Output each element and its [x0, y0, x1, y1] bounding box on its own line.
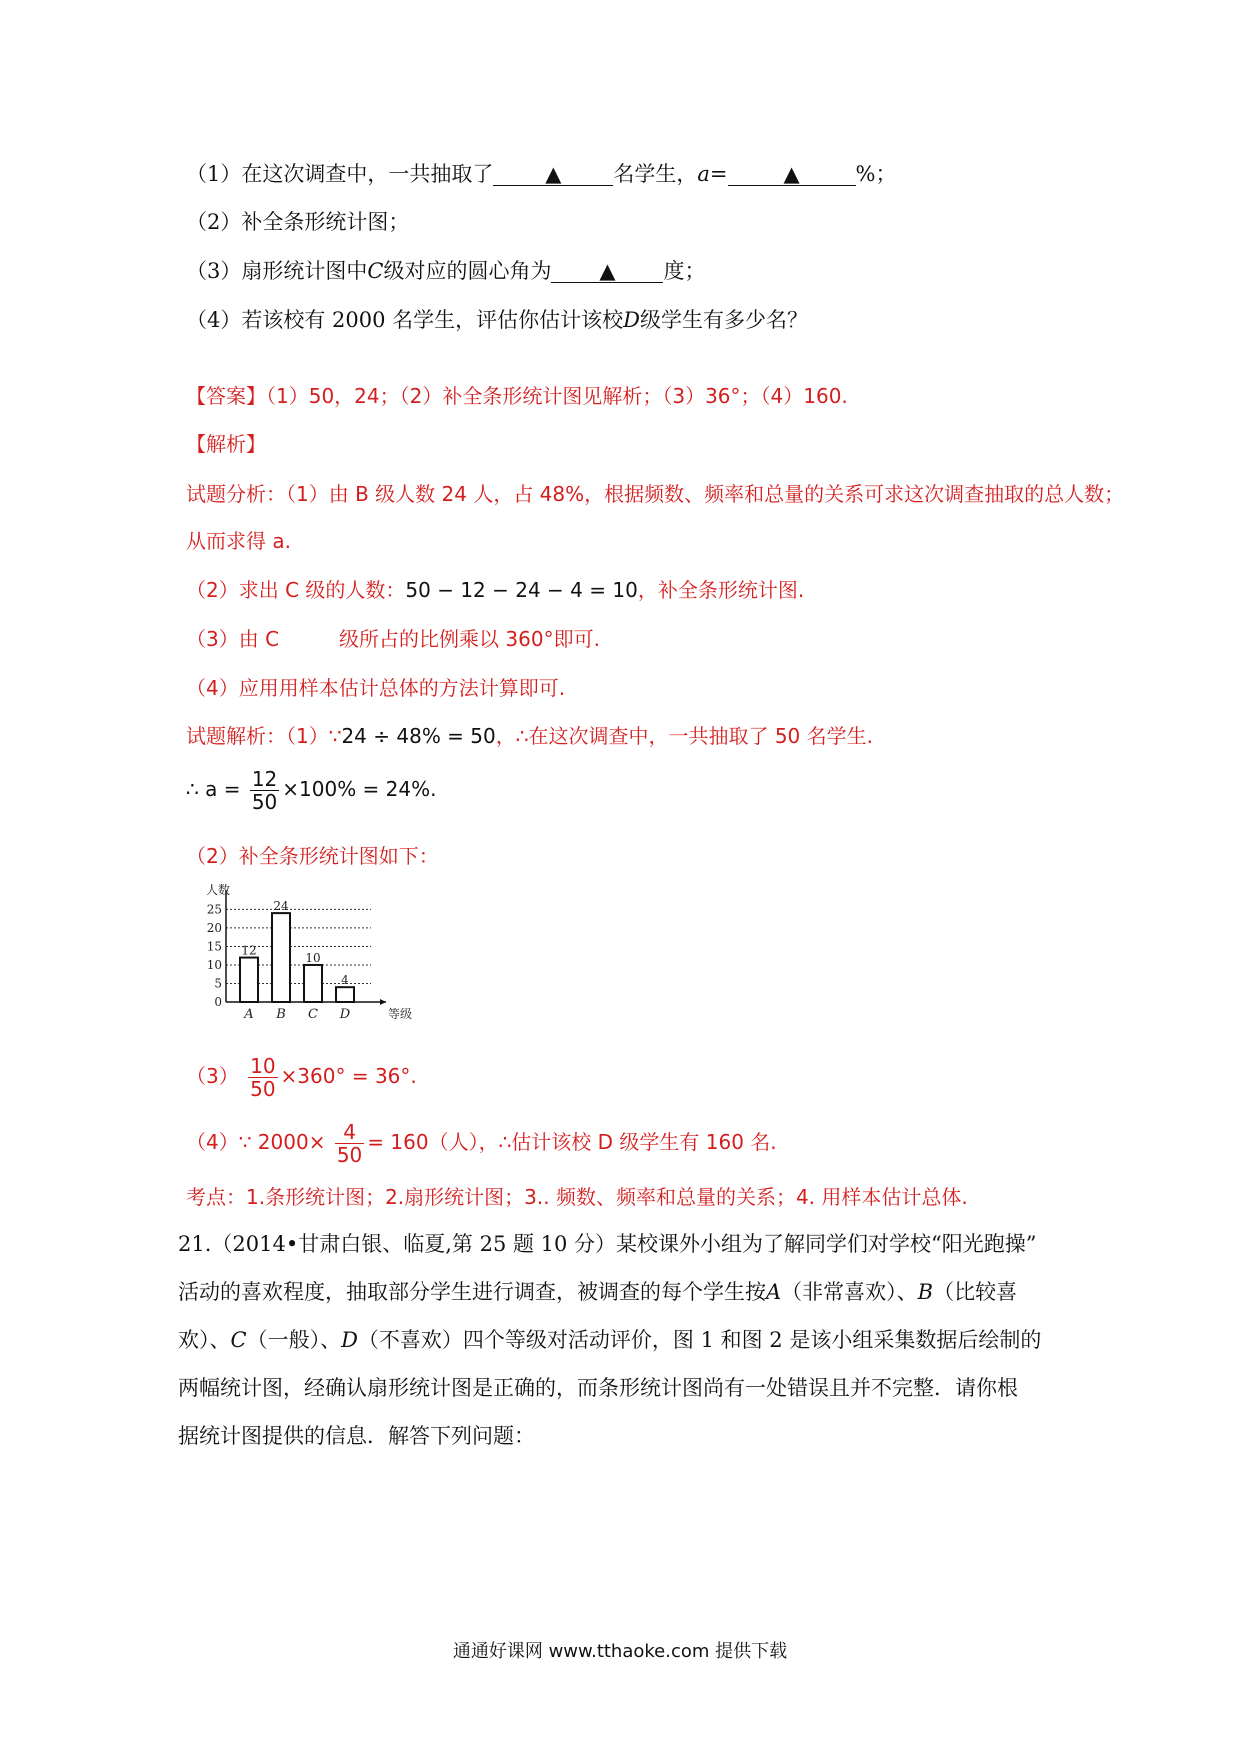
solution-line-3: （2）补全条形统计图如下：	[186, 844, 439, 868]
solution-line-2: ∴ a = $\frac{12}{50}$ ×100% = 24%.	[186, 767, 437, 814]
analysis-line-1: 试题分析：（1）由 B 级人数 24 人，占 48%，根据频数、频率和总量的关系可求这次调查抽取的总人数；	[186, 482, 1125, 506]
y-tick-label-5: 5	[214, 976, 222, 991]
problem-21-line-3: 欢）、C（一般）、D（不喜欢）四个等级对活动评价，图 1 和图 2 是该小组采集数据后绘制的	[178, 1328, 1042, 1352]
answer: 【答案】（1）50，24；（2）补全条形统计图见解析；（3）36°；（4）160.	[186, 384, 848, 408]
analysis-label: 【解析】	[186, 432, 266, 456]
y-tick-label-20: 20	[206, 920, 222, 935]
y-tick-label-0: 0	[214, 995, 222, 1009]
problem-21-line-1: 21.（2014•甘肃白银、临夏,第 25 题 10 分）某校课外小组为了解同学们对学校“阳光跑操”	[178, 1232, 1037, 1256]
question-4: （4）若该校有 2000 名学生，评估你估计该校D级学生有多少名？	[186, 308, 808, 332]
fraction-12-50: $\frac{12}{50}$	[251, 767, 278, 814]
x-tick-label-D: D	[339, 1007, 351, 1022]
analysis-line-5: （4）应用用样本估计总体的方法计算即可.	[186, 676, 566, 700]
solution-line-4: （3） $\frac{10}{50}$ ×360° = 36°.	[186, 1054, 417, 1101]
blank-1[interactable]: ▲	[493, 163, 613, 186]
bar-B	[272, 913, 290, 1002]
y-axis-label: 人数	[206, 884, 231, 897]
formula-total: 24 ÷ 48% = 50	[341, 724, 496, 748]
blank-2[interactable]: ▲	[728, 163, 856, 186]
fraction-4-50: $\frac{4}{50}$	[336, 1120, 363, 1167]
y-tick-label-25: 25	[206, 902, 222, 917]
x-tick-label-A: A	[244, 1007, 254, 1022]
solution-line-5: （4）∵ 2000× $\frac{4}{50}$ = 160（人），∴估计该校 D 级学生有 160 名.	[186, 1120, 777, 1167]
question-2: （2）补全条形统计图；	[186, 210, 410, 234]
problem-21-line-5: 据统计图提供的信息．解答下列问题：	[178, 1424, 535, 1448]
question-3: （3）扇形统计图中C级对应的圆心角为 ▲ 度；	[186, 259, 706, 283]
data-label-D: 4	[341, 973, 349, 988]
question-1: （1）在这次调查中，一共抽取了 ▲ 名学生，a= ▲ %；	[186, 162, 897, 186]
x-axis-label: 等级	[388, 1007, 413, 1021]
solution-line-1: 试题解析：（1）∵24 ÷ 48% = 50，∴在这次调查中，一共抽取了 50 名学生.	[186, 724, 873, 748]
footer: 通通好课网 www.tthaoke.com 提供下载	[452, 1641, 788, 1662]
bar-A	[240, 958, 258, 1002]
kaodian: 考点：1.条形统计图；2.扇形统计图；3.. 频数、频率和总量的关系；4. 用样本估计总体.	[186, 1185, 968, 1209]
analysis-line-4: （3）由 C 级所占的比例乘以 360°即可.	[186, 627, 600, 651]
bar-D	[336, 987, 354, 1002]
y-tick-label-15: 15	[206, 939, 222, 954]
blank-3[interactable]: ▲	[551, 260, 663, 283]
x-tick-label-B: B	[276, 1007, 286, 1022]
problem-21	[178, 1220, 1058, 1460]
data-label-B: 24	[273, 899, 289, 914]
x-tick-label-C: C	[308, 1007, 318, 1022]
analysis-line-3: （2）求出 C 级的人数：50 − 12 − 24 − 4 = 10，补全条形统计图.	[186, 578, 805, 602]
x-axis-arrow	[380, 999, 386, 1005]
formula-c-count: 50 − 12 − 24 − 4 = 10	[405, 578, 638, 602]
fraction-10-50: $\frac{10}{50}$	[250, 1054, 276, 1101]
bar-chart	[186, 884, 416, 1024]
analysis-line-2: 从而求得 a.	[186, 529, 291, 553]
problem-21-line-2: 活动的喜欢程度，抽取部分学生进行调查，被调查的每个学生按A（非常喜欢）、B（比较喜	[178, 1280, 1018, 1304]
problem-21-line-4: 两幅统计图，经确认扇形统计图是正确的，而条形统计图尚有一处错误且并不完整．请你根	[178, 1376, 1018, 1400]
bar-C	[304, 965, 322, 1002]
data-label-C: 10	[305, 950, 321, 965]
y-tick-label-10: 10	[206, 957, 222, 972]
chart-layer	[206, 884, 412, 1022]
data-label-A: 12	[241, 943, 257, 958]
